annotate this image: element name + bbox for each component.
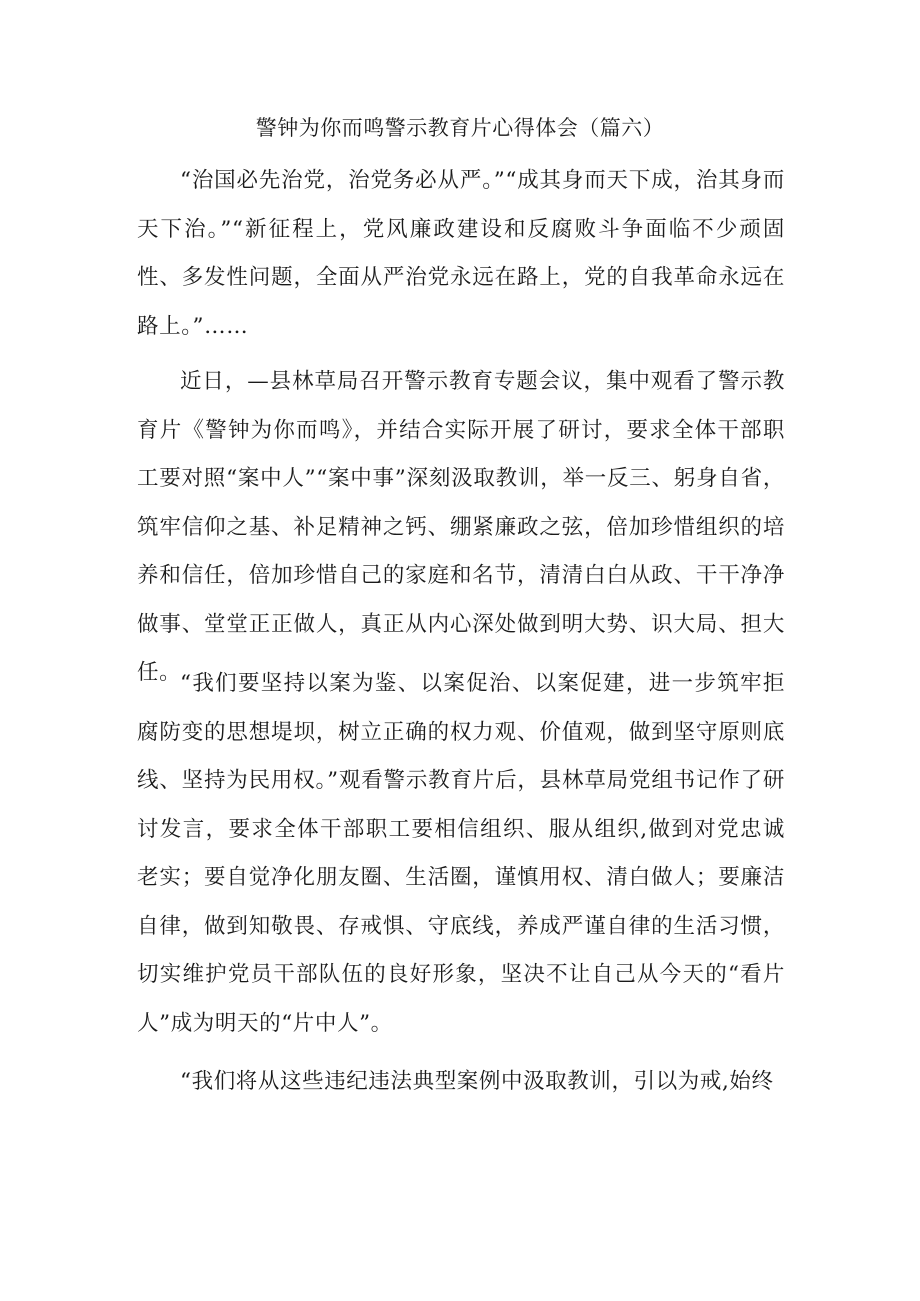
paragraph-2: 近日，—县林草局召开警示教育专题会议，集中观看了警示教育片《警钟为你而鸣》，并结合实际开展了研讨，要求全体干部职工要对照“案中人”“案中事”深刻汲取教训，举一反三、躬身自省，筑牢信仰之基、补足精神之钙、绷紧廉政之弦，倍加珍惜组织的培养和信任，倍加珍惜自己的家庭和名节，清清白白从政、干干净净做事、堂堂正正做人，真正从内心深处做到明大势、识大局、担大任。: [137, 369, 785, 685]
paragraph-3: “我们要坚持以案为鉴、以案促治、以案促建，进一步筑牢拒腐防变的思想堤坝，树立正确的权力观、价值观，做到坚守原则底线、坚持为民用权。”观看警示教育片后，县林草局党组书记作了研讨发言，要求全体干部职工要相信组织、服从组织,做到对党忠诚老实；要自觉净化朋友圈、生活圈，谨慎用权、清白做人；要廉洁自律，做到知敬畏、存戒惧、守底线，养成严谨自律的生活习惯，切实维护党员干部队伍的良好形象，坚决不让自己从今天的“看片人”成为明天的“片中人”。: [137, 671, 785, 1036]
paragraph-4: “我们将从这些违纪违法典型案例中汲取教训，引以为戒,始终: [180, 1069, 774, 1094]
document-title: 警钟为你而鸣警示教育片心得体会（篇六）: [255, 116, 665, 140]
paragraph-1: “治国必先治党，治党务必从严。”“成其身而天下成，治其身而天下治。”“新征程上，党风廉政建设和反腐败斗争面临不少顽固性、多发性问题，全面从严治党永远在路上，党的自我革命永远在路上。”……: [137, 168, 785, 339]
